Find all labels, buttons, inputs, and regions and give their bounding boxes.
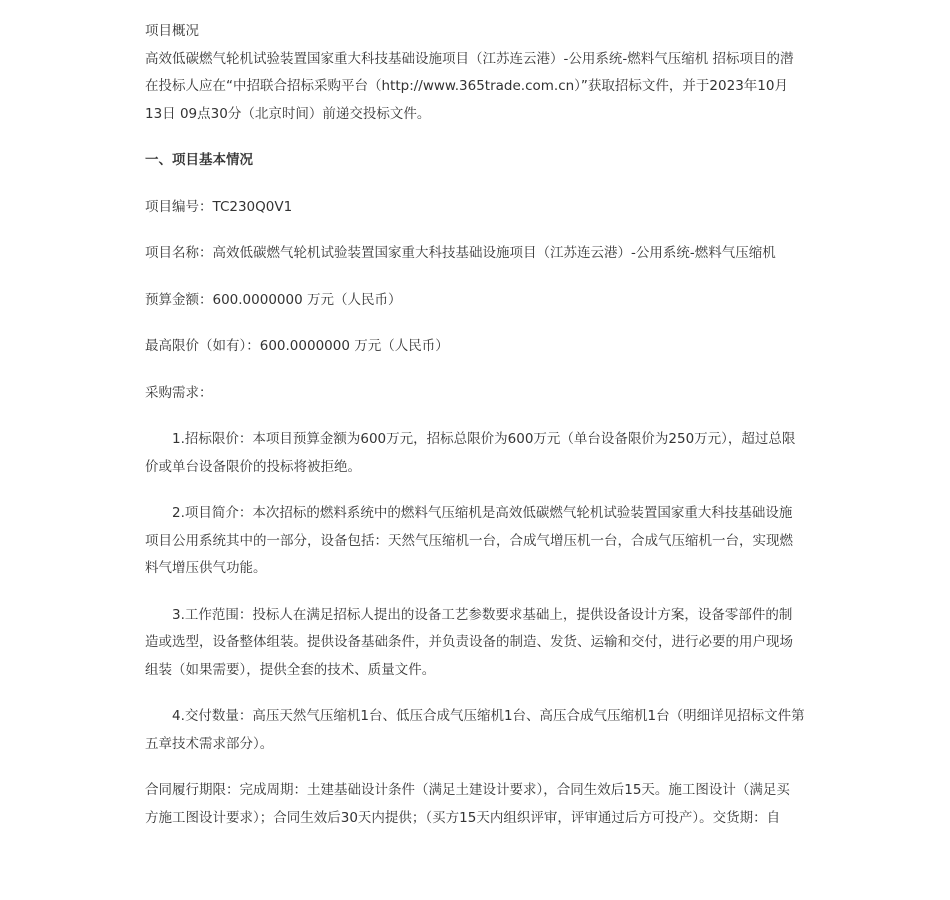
contract-period [145,777,813,832]
spacer [145,481,813,500]
requirement-item [145,602,813,685]
requirement-line: 4.交付数量：高压天然气压缩机1台、低压合成气压缩机1台、高压合成气压缩机1台（明细详见招标文件第 [172,708,805,724]
budget-amount: 预算金额：600.0000000 万元（人民币） [145,291,402,308]
requirement-line: 2.项目简介：本次招标的燃料系统中的燃料气压缩机是高效低碳燃气轮机试验装置国家重大科技基础设施 [172,505,793,521]
spacer [145,128,813,147]
requirement-line: 料气增压供气功能。 [145,560,267,576]
requirement-line: 1.招标限价：本项目预算金额为600万元，招标总限价为600万元（单台设备限价为250万元），超过总限 [172,431,796,447]
spacer [145,175,813,194]
announcement-document [145,18,813,832]
section-heading: 一、项目基本情况 [145,152,253,168]
spacer [145,361,813,380]
requirement-line: 造或选型，设备整体组装。提供设备基础条件，并负责设备的制造、发货、运输和交付，进行必要的用户现场 [145,634,793,650]
overview-line: 高效低碳燃气轮机试验装置国家重大科技基础设施项目（江苏连云港）-公用系统-燃料气压缩机 招标项目的潜 [145,50,794,67]
requirement-line: 项目公用系统其中的一部分，设备包括：天然气压缩机一台，合成气增压机一台，合成气压缩机一台，实现燃 [145,532,793,549]
requirement-line: 3.工作范围：投标人在满足招标人提出的设备工艺参数要求基础上，提供设备设计方案，设备零部件的制 [172,606,793,623]
requirement-line: 五章技术需求部分）。 [145,735,274,752]
contract-line: 合同履行期限：完成周期：土建基础设计条件（满足土建设计要求），合同生效后15天。施工图设计（满足买 [145,782,790,798]
project-name: 项目名称：高效低碳燃气轮机试验装置国家重大科技基础设施项目（江苏连云港）-公用系统-燃料气压缩机 [145,245,776,261]
spacer [145,314,813,333]
overview-title: 项目概况 [145,23,199,39]
requirement-item [145,500,813,583]
requirement-line: 组装（如果需要），提供全套的技术、质量文件。 [145,661,436,678]
spacer [145,758,813,777]
requirement-item [145,426,813,481]
spacer [145,407,813,426]
contract-line: 方施工图设计要求）；合同生效后30天内提供；（买方15天内组织评审，评审通过后方可投产）。交货期：自 [145,809,781,826]
project-number: 项目编号：TC230Q0V1 [145,198,293,215]
requirement-item [145,703,813,758]
overview-line: 13日 09点30分（北京时间）前递交投标文件。 [145,105,431,122]
requirements-label: 采购需求： [145,384,213,401]
spacer [145,583,813,602]
max-price: 最高限价（如有）：600.0000000 万元（人民币） [145,338,449,354]
spacer [145,221,813,240]
spacer [145,268,813,287]
spacer [145,684,813,703]
requirement-line: 价或单台设备限价的投标将被拒绝。 [145,458,361,475]
overview-line: 在投标人应在“中招联合招标采购平台（http://www.365trade.com.cn）”获取招标文件，并于2023年10月 [145,78,788,94]
